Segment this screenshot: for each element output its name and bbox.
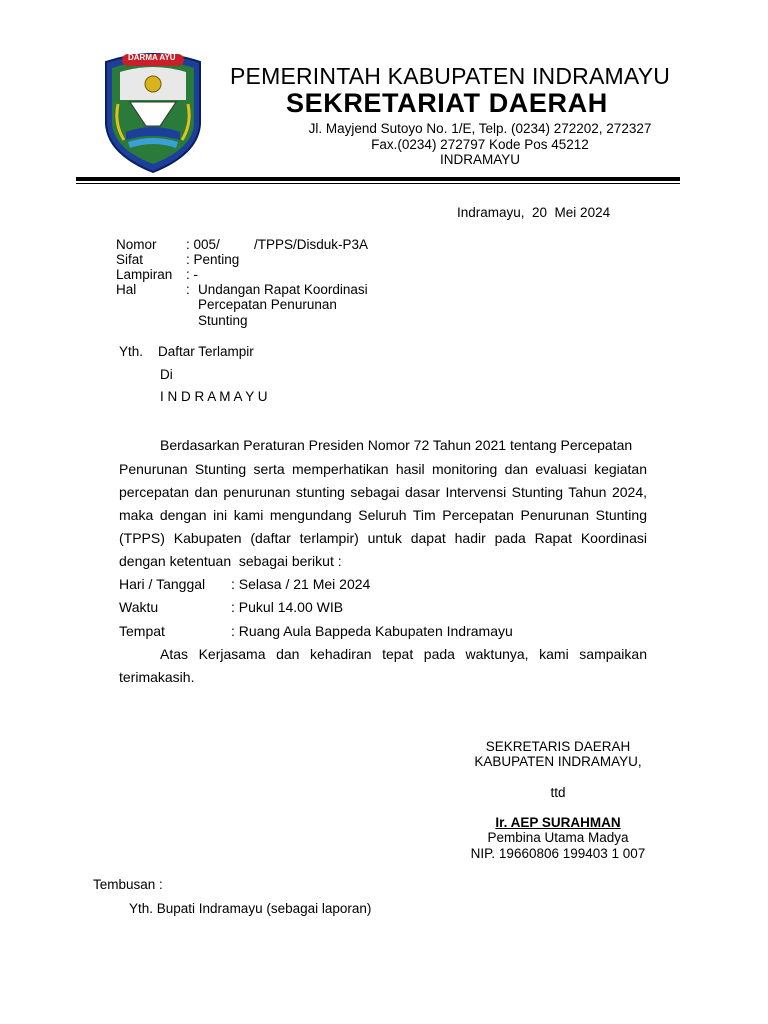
hal-label: Hal [116,282,137,297]
body-line-1: Berdasarkan Peraturan Presiden Nomor 72 Tahun 2021 tentang Percepatan [160,437,633,453]
hal-line-2: Percepatan Penurunan [198,297,337,312]
recipient-di: Di [160,367,173,382]
header-address-line-3: INDRAMAYU [439,152,520,167]
lampiran-value: : - [186,267,198,282]
body-line-4: maka dengan ini kami mengundang Seluruh Tim Percepatan Penurunan Stunting [119,507,647,523]
signature-title-2: KABUPATEN INDRAMAYU, [474,754,642,769]
signatory-rank: Pembina Utama Madya [487,830,629,845]
lampiran-label: Lampiran [116,267,173,282]
body-line-5: (TPPS) Kabupaten (daftar terlampir) untuk dapat hadir pada Rapat Koordinasi [119,530,647,546]
closing-line-1: Atas Kerjasama dan kehadiran tepat pada waktunya, kami sampaikan [160,646,647,662]
header-government-name: PEMERINTAH KABUPATEN INDRAMAYU [230,63,671,89]
tembusan-item-1: Yth. Bupati Indramayu (sebagai laporan) [129,901,372,916]
hal-line-3: Stunting [198,313,248,328]
letter-date: Indramayu, 20 Mei 2024 [457,205,611,220]
tempat-value: : Ruang Aula Bappeda Kabupaten Indramayu [231,623,513,639]
hari-label: Hari / Tanggal [119,576,206,592]
regency-emblem-icon [98,44,208,174]
body-line-6: dengan ketentuan sebagai berikut : [119,553,342,569]
waktu-label: Waktu [119,599,159,615]
signature-title-1: SEKRETARIS DAERAH [485,739,631,754]
sifat-label: Sifat [116,252,144,267]
tembusan-label: Tembusan : [93,877,163,892]
nomor-value: /TPPS/Disduk-P3A [254,237,369,252]
hal-line-1: Undangan Rapat Koordinasi [198,282,368,297]
signatory-name: Ir. AEP SURAHMAN [495,815,621,830]
header-divider-thick [76,177,680,181]
sifat-value: : Penting [186,252,240,267]
nomor-prefix: : 005/ [186,237,220,252]
header-divider-thin [76,183,680,184]
regency-logo [98,44,208,174]
signature-ttd: ttd [550,785,566,800]
recipient-yth: Yth. [119,344,144,359]
header-address-line-2: Fax.(0234) 272797 Kode Pos 45212 [371,137,589,152]
header-address-line-1: Jl. Mayjend Sutoyo No. 1/E, Telp. (0234) 272202, 272327 [308,121,652,136]
recipient-name: Daftar Terlampir [158,344,254,359]
nomor-label: Nomor [116,237,157,252]
hal-separator: : [186,282,190,297]
recipient-place: I N D R A M A Y U [160,389,268,404]
waktu-value: : Pukul 14.00 WIB [231,599,344,615]
body-line-3: percepatan dan penurunan stunting sebagai dasar Intervensi Stunting Tahun 2024, [119,484,647,500]
header-office-name: SEKRETARIAT DAERAH [286,88,608,118]
closing-line-2: terimakasih. [119,669,195,685]
tempat-label: Tempat [119,623,165,639]
hari-value: : Selasa / 21 Mei 2024 [231,576,371,592]
body-line-2: Penurunan Stunting serta memperhatikan hasil monitoring dan evaluasi kegiatan [119,461,647,477]
signatory-nip: NIP. 19660806 199403 1 007 [470,846,646,861]
logo-text: DARMA AYU [128,53,176,62]
